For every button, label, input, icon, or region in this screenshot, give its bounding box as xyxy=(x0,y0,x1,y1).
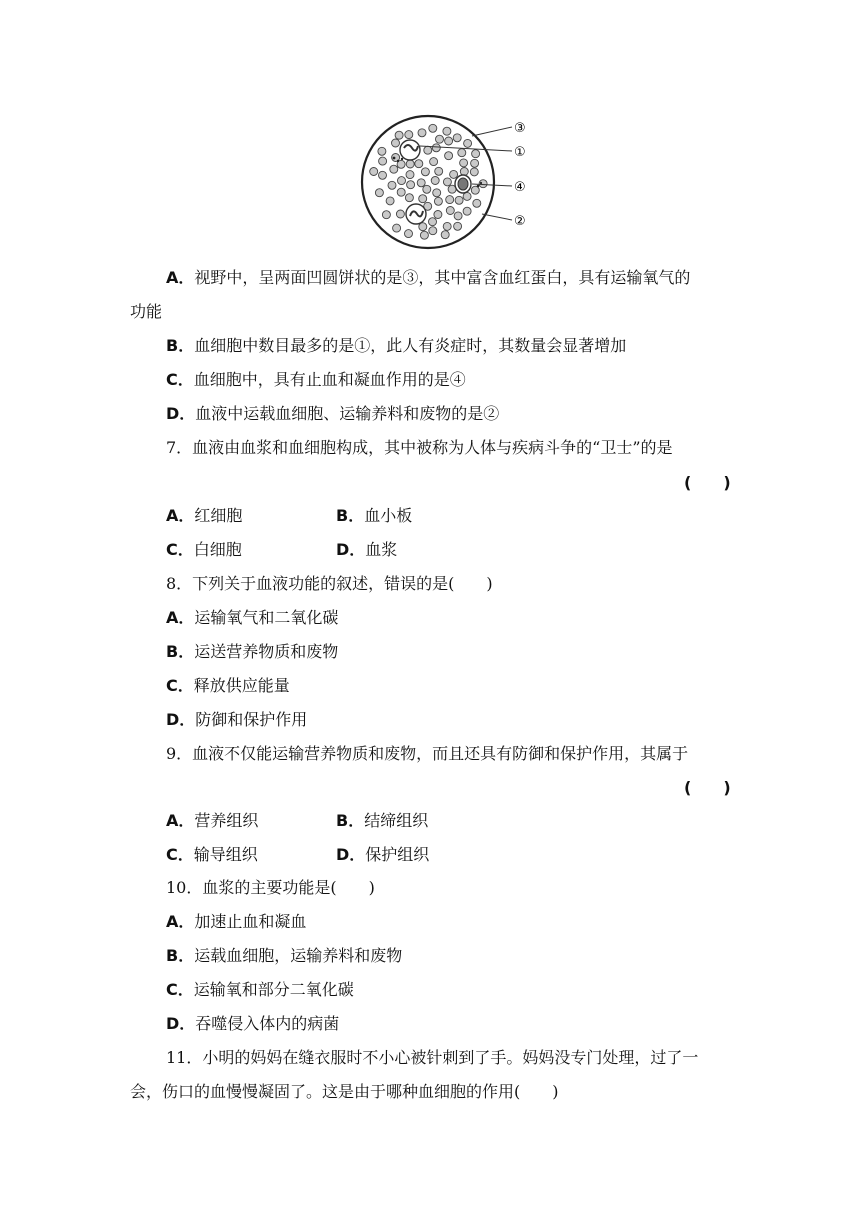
red-blood-cell xyxy=(443,222,451,230)
red-blood-cell xyxy=(406,160,414,168)
red-blood-cell xyxy=(419,195,427,203)
red-blood-cell xyxy=(417,179,425,187)
q10-option-c xyxy=(166,980,860,1000)
option-label: C． xyxy=(166,845,194,864)
q6-option-d xyxy=(166,404,860,424)
option-text: 结缔组织 xyxy=(364,811,429,830)
red-blood-cell xyxy=(446,207,454,215)
option-label: B． xyxy=(166,946,195,965)
red-blood-cell xyxy=(454,212,462,220)
q10-option-b xyxy=(166,946,860,966)
red-blood-cell xyxy=(390,165,398,173)
q8-stem: 8．下列关于血液功能的叙述，错误的是( ) xyxy=(166,574,493,593)
option-text: 加速止血和凝血 xyxy=(194,912,307,931)
option-text: 功能 xyxy=(130,302,163,321)
option-text: 运输氧气和二氧化碳 xyxy=(194,608,339,627)
red-blood-cell xyxy=(445,152,453,160)
red-blood-cell xyxy=(429,124,437,132)
red-blood-cell xyxy=(370,168,378,176)
option-text: 营养组织 xyxy=(194,811,259,830)
q9-answer-paren: ( ) xyxy=(684,778,731,797)
option-text: 血液中运载血细胞、运输养料和废物的是② xyxy=(195,404,500,423)
option-label: B． xyxy=(336,811,365,830)
red-blood-cell xyxy=(386,197,394,205)
red-blood-cell xyxy=(460,168,468,176)
red-blood-cell xyxy=(393,224,401,232)
q9-option-c xyxy=(166,845,258,865)
white-blood-cell-dark xyxy=(455,175,471,193)
red-blood-cell xyxy=(441,231,449,239)
option-label: D． xyxy=(166,1014,196,1033)
option-label: D． xyxy=(166,710,196,729)
option-text: 吞噬侵入体内的病菌 xyxy=(195,1014,340,1033)
red-blood-cell xyxy=(471,159,479,167)
callout-markers xyxy=(514,121,526,229)
option-text: 输导组织 xyxy=(193,845,258,864)
q11-stem: 11．小明的妈妈在缝衣服时不小心被针刺到了手。妈妈没专门处理，过了一 xyxy=(166,1048,699,1067)
red-blood-cell xyxy=(405,230,413,238)
q10-stem: 10．血浆的主要功能是( ) xyxy=(166,878,375,897)
red-blood-cell xyxy=(421,168,429,176)
q8-option-c xyxy=(166,676,860,696)
option-label: D． xyxy=(166,404,196,423)
q7-option-a xyxy=(166,506,242,526)
option-text: 血浆 xyxy=(365,540,398,559)
red-blood-cell xyxy=(405,131,413,139)
red-blood-cell xyxy=(379,157,387,165)
red-blood-cell xyxy=(450,170,458,178)
q7-option-c xyxy=(166,540,242,560)
option-text: 运送营养物质和废物 xyxy=(194,642,339,661)
q7-option-d xyxy=(336,540,397,560)
red-blood-cell xyxy=(473,199,481,207)
red-blood-cell xyxy=(418,129,426,137)
red-blood-cell xyxy=(429,227,437,235)
option-label: B． xyxy=(336,506,365,525)
red-blood-cell xyxy=(395,131,403,139)
q9-option-b xyxy=(336,811,428,831)
red-blood-cell xyxy=(454,222,462,230)
q10-option-a xyxy=(166,912,860,932)
callout-3: ③ xyxy=(514,121,526,136)
red-blood-cell xyxy=(433,189,441,197)
option-label: A． xyxy=(166,608,195,627)
red-blood-cell xyxy=(424,146,432,154)
option-label: D． xyxy=(336,540,366,559)
option-text: 视野中，呈两面凹圆饼状的是③，其中富含血红蛋白，具有运输氧气的 xyxy=(194,268,691,287)
red-blood-cell xyxy=(431,177,439,185)
red-blood-cell xyxy=(406,171,414,179)
red-blood-cell xyxy=(430,158,438,166)
red-blood-cell xyxy=(463,207,471,215)
q7-option-b xyxy=(336,506,412,526)
callout-4: ④ xyxy=(514,180,526,195)
option-label: C． xyxy=(166,676,194,695)
red-blood-cell xyxy=(379,171,387,179)
red-blood-cell xyxy=(436,135,444,143)
red-blood-cell xyxy=(392,139,400,147)
option-text: 释放供应能量 xyxy=(193,676,290,695)
red-blood-cell xyxy=(375,189,383,197)
red-blood-cell xyxy=(472,150,480,158)
red-blood-cell xyxy=(470,168,478,176)
q7-stem: 7．血液由血浆和血细胞构成，其中被称为人体与疾病斗争的“卫士”的是 xyxy=(166,438,673,457)
option-label: B． xyxy=(166,336,195,355)
option-label: C． xyxy=(166,980,194,999)
red-blood-cell xyxy=(455,196,463,204)
option-label: A． xyxy=(166,268,195,287)
red-blood-cell xyxy=(398,177,406,185)
red-blood-cell xyxy=(378,147,386,155)
red-blood-cell xyxy=(388,181,396,189)
red-blood-cell xyxy=(471,186,479,194)
red-blood-cell xyxy=(407,181,415,189)
red-blood-cell xyxy=(453,134,461,142)
red-blood-cell xyxy=(464,139,472,147)
q11-stem-continued: 会，伤口的血慢慢凝固了。这是由于哪种血细胞的作用( ) xyxy=(130,1082,559,1101)
option-label: B． xyxy=(166,642,195,661)
option-text: 防御和保护作用 xyxy=(195,710,308,729)
option-label: A． xyxy=(166,506,195,525)
option-text: 血细胞中，具有止血和凝血作用的是④ xyxy=(193,370,466,389)
red-blood-cell xyxy=(458,149,466,157)
option-text: 血细胞中数目最多的是①，此人有炎症时，其数量会显著增加 xyxy=(194,336,627,355)
red-blood-cell xyxy=(405,194,413,202)
q8-option-a xyxy=(166,608,860,628)
option-label: C． xyxy=(166,370,194,389)
red-blood-cell xyxy=(435,167,443,175)
q9-option-d xyxy=(336,845,429,865)
white-blood-cell-top xyxy=(400,140,420,160)
callout-2: ② xyxy=(514,214,526,229)
q6-option-b xyxy=(166,336,860,356)
q7-answer-paren: ( ) xyxy=(684,473,731,492)
red-blood-cell xyxy=(397,188,405,196)
option-text: 运载血细胞，运输养料和废物 xyxy=(194,946,403,965)
red-blood-cell xyxy=(396,210,404,218)
blood-smear-figure xyxy=(360,104,540,260)
q10-option-d xyxy=(166,1014,860,1034)
q8-option-b xyxy=(166,642,860,662)
red-blood-cell xyxy=(423,185,431,193)
red-blood-cell xyxy=(443,127,451,135)
red-blood-cell xyxy=(434,211,442,219)
red-blood-cell xyxy=(443,178,451,186)
option-text: 红细胞 xyxy=(194,506,243,525)
q9-option-a xyxy=(166,811,258,831)
red-blood-cell xyxy=(420,231,428,239)
red-blood-cell xyxy=(415,160,423,168)
red-blood-cell xyxy=(445,137,453,145)
red-blood-cell xyxy=(460,159,468,167)
red-blood-cell xyxy=(434,197,442,205)
red-blood-cell xyxy=(432,144,440,152)
q6-option-a xyxy=(166,268,860,288)
option-text: 运输氧和部分二氧化碳 xyxy=(193,980,354,999)
q6-option-c xyxy=(166,370,860,390)
option-text: 白细胞 xyxy=(193,540,242,559)
q8-option-d xyxy=(166,710,860,730)
red-blood-cell xyxy=(382,211,390,219)
option-label: D． xyxy=(336,845,366,864)
white-blood-cell-bottom xyxy=(406,204,426,224)
callout-1: ① xyxy=(514,145,526,160)
option-label: A． xyxy=(166,912,195,931)
option-text: 血小板 xyxy=(364,506,413,525)
q6-option-a-continued xyxy=(130,302,860,322)
red-blood-cell xyxy=(429,218,437,226)
red-blood-cell xyxy=(446,196,454,204)
option-label: A． xyxy=(166,811,195,830)
q9-stem: 9．血液不仅能运输营养物质和废物，而且还具有防御和保护作用，其属于 xyxy=(166,744,689,763)
option-text: 保护组织 xyxy=(365,845,430,864)
option-label: C． xyxy=(166,540,194,559)
